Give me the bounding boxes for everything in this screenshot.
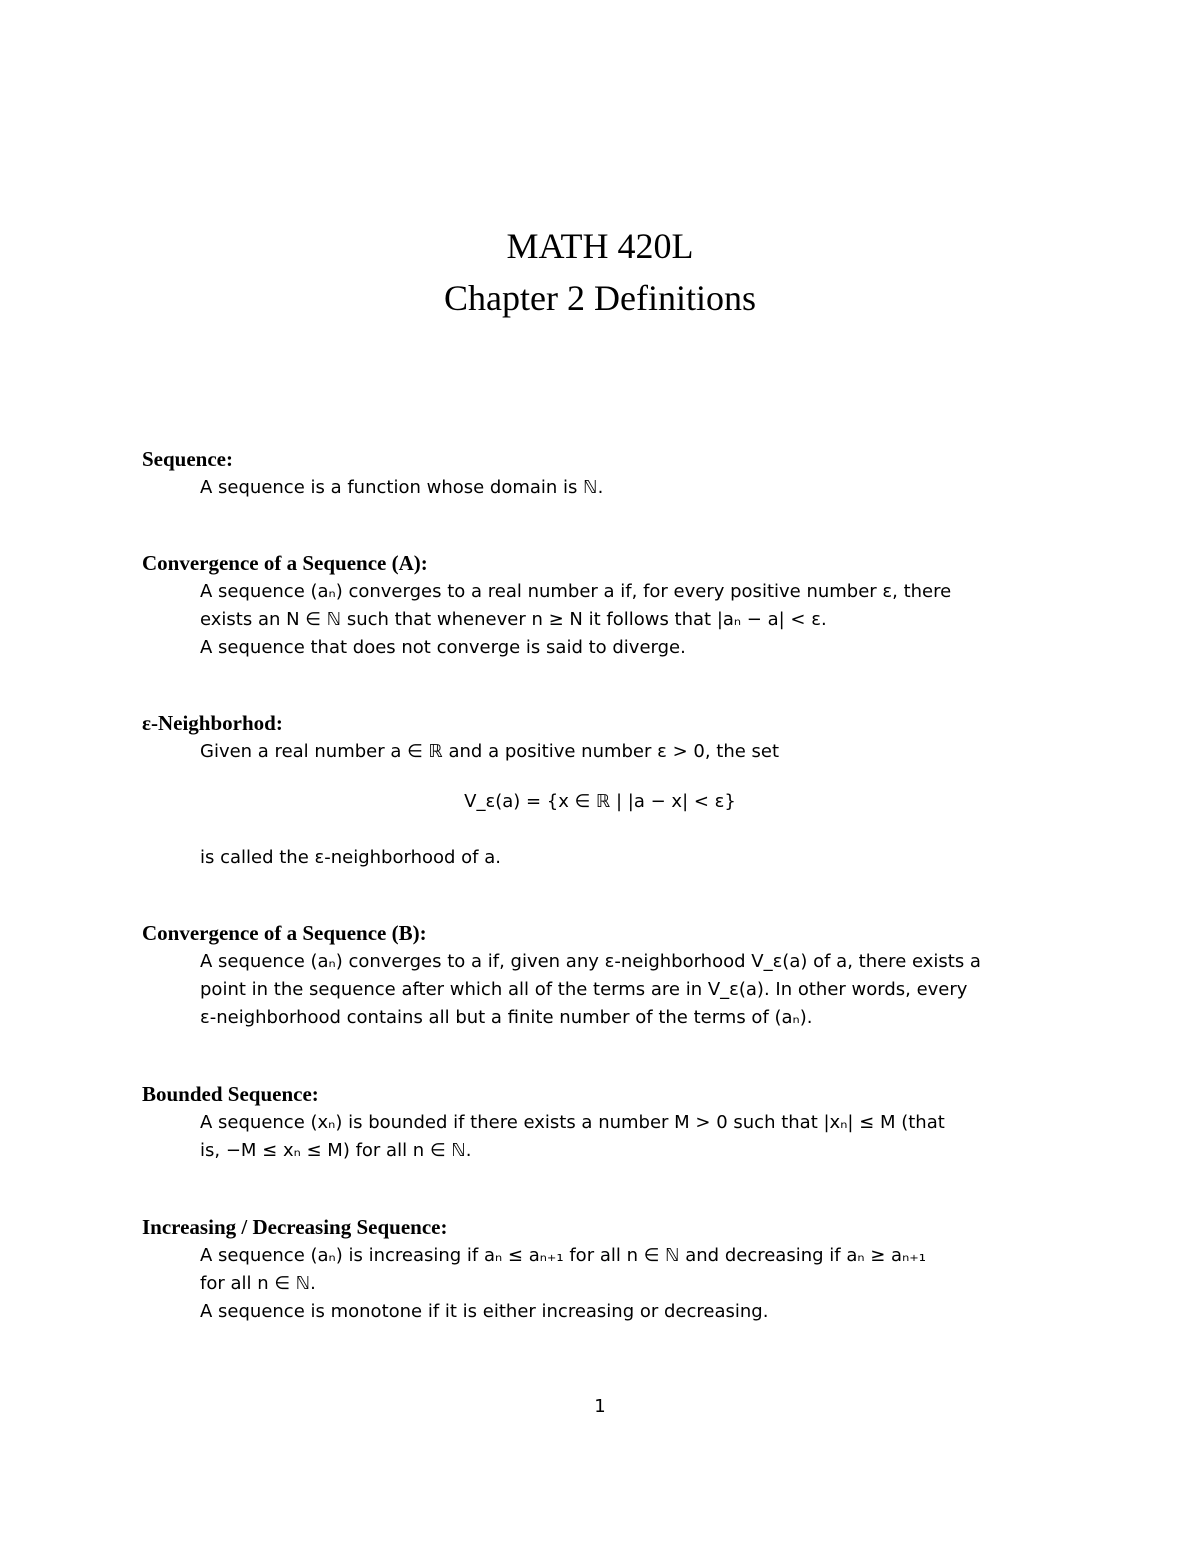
page-number: 1 (594, 1396, 606, 1417)
heading-convergence-a: Convergence of a Sequence (A): (142, 551, 428, 575)
definition-line: A sequence is a function whose domain is ℕ. (200, 477, 604, 498)
definition-line: A sequence (xₙ) is bounded if there exists a number M > 0 such that |xₙ| ≤ M (that (200, 1112, 945, 1133)
heading-epsilon-neighborhood: ε-Neighborhod: (142, 711, 283, 735)
display-formula: V_ε(a) = {x ∈ ℝ | |a − x| < ε} (464, 791, 736, 812)
definition-line: A sequence (aₙ) is increasing if aₙ ≤ aₙ₊₁ for all n ∈ ℕ and decreasing if aₙ ≥ aₙ₊₁ (200, 1245, 926, 1266)
document-subtitle: Chapter 2 Definitions (444, 278, 756, 318)
definition-line: point in the sequence after which all of the terms are in V_ε(a). In other words, every (200, 979, 968, 1000)
definition-line: exists an N ∈ ℕ such that whenever n ≥ N it follows that |aₙ − a| < ε. (200, 609, 827, 630)
heading-convergence-b: Convergence of a Sequence (B): (142, 921, 427, 945)
definition-line: for all n ∈ ℕ. (200, 1273, 316, 1294)
definition-line: A sequence that does not converge is said to diverge. (200, 637, 686, 658)
definition-line: A sequence is monotone if it is either increasing or decreasing. (200, 1301, 769, 1322)
definition-line: A sequence (aₙ) converges to a real number a if, for every positive number ε, there (200, 581, 952, 602)
heading-sequence: Sequence: (142, 447, 233, 471)
heading-bounded-sequence: Bounded Sequence: (142, 1082, 319, 1106)
definition-line: A sequence (aₙ) converges to a if, given any ε-neighborhood V_ε(a) of a, there exists a (200, 951, 981, 972)
definition-line: is, −M ≤ xₙ ≤ M) for all n ∈ ℕ. (200, 1140, 472, 1161)
definition-line: is called the ε-neighborhood of a. (200, 847, 501, 868)
definition-line: Given a real number a ∈ ℝ and a positive number ε > 0, the set (200, 741, 780, 762)
heading-monotone-sequence: Increasing / Decreasing Sequence: (142, 1215, 448, 1239)
definition-line: ε-neighborhood contains all but a finite number of the terms of (aₙ). (200, 1007, 813, 1028)
document-title: MATH 420L (506, 226, 694, 266)
